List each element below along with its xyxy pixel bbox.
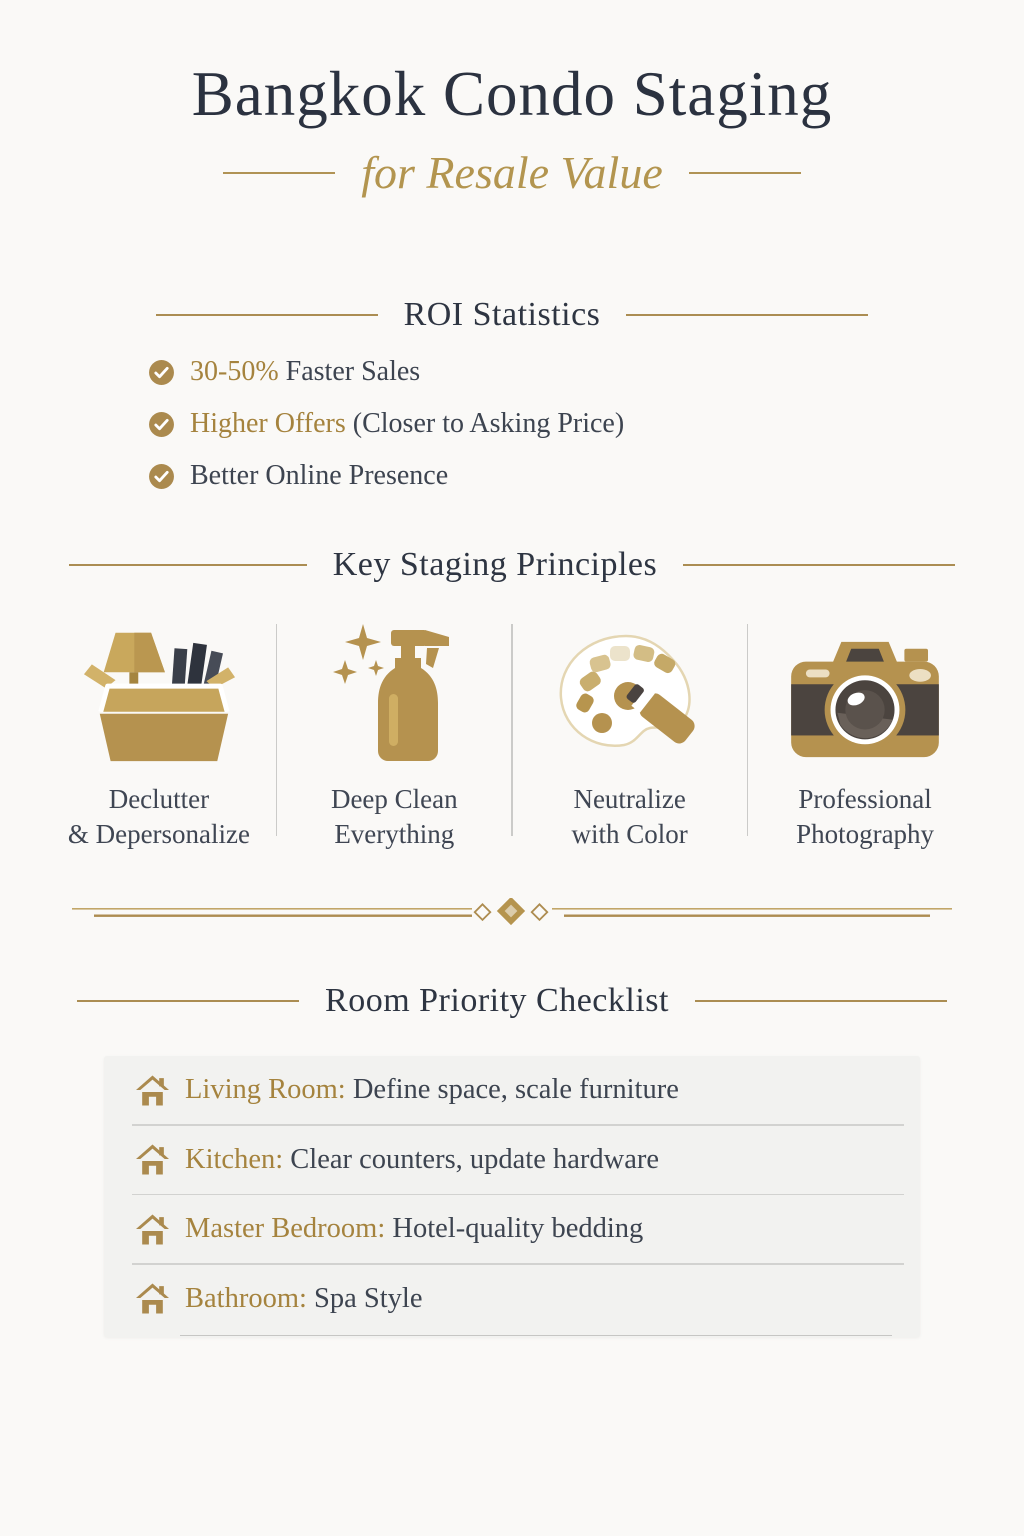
page-subtitle-row — [0, 146, 1024, 199]
principles-heading-row — [0, 546, 1024, 584]
checkmark-icon — [148, 411, 175, 438]
camera-icon — [786, 612, 944, 764]
roi-stat-list — [148, 358, 624, 514]
principle-declutter — [42, 612, 276, 852]
checklist-heading-row — [0, 982, 1024, 1020]
checkmark-icon — [148, 359, 175, 386]
checklist-item-text: Bathroom: Spa Style — [185, 1282, 423, 1314]
checklist-section-heading: Room Priority Checklist — [325, 982, 669, 1019]
checklist-item-kitchen — [104, 1126, 920, 1194]
principles-left-rule — [69, 564, 307, 566]
checklist-item-bathroom — [104, 1265, 920, 1333]
roi-stat-text: 30-50% Faster Sales — [190, 356, 421, 387]
checklist-item-text: Master Bedroom: Hotel-quality bedding — [185, 1213, 644, 1244]
roi-stat-text: Higher Offers (Closer to Asking Price) — [190, 408, 625, 439]
principle-neutralize — [513, 612, 747, 852]
roi-stat-item — [148, 410, 624, 438]
roi-stat-item — [148, 462, 624, 490]
checklist-item-text: Kitchen: Clear counters, update hardware — [185, 1143, 660, 1175]
principle-label: Professional Photography — [796, 784, 935, 850]
principle-label: Declutter & Depersonalize — [67, 784, 251, 850]
principle-deep-clean — [277, 612, 511, 852]
principles-right-rule — [683, 564, 955, 566]
panel-bottom-rule — [180, 1335, 892, 1337]
roi-heading-row — [0, 296, 1024, 334]
house-icon — [136, 1214, 169, 1245]
checklist-left-rule — [77, 1000, 299, 1002]
declutter-box-icon — [80, 612, 238, 764]
checklist-right-rule — [695, 1000, 947, 1002]
principle-photography — [748, 612, 982, 852]
subtitle-right-rule — [689, 172, 801, 174]
roi-left-rule — [156, 314, 378, 316]
ornamental-divider — [72, 898, 952, 935]
room-checklist-panel — [104, 1056, 920, 1337]
page-subtitle: for Resale Value — [361, 147, 663, 198]
roi-stat-text: Better Online Presence — [190, 460, 449, 491]
subtitle-left-rule — [223, 172, 335, 174]
spray-bottle-icon — [328, 612, 460, 764]
roi-section-heading: ROI Statistics — [403, 296, 601, 333]
principle-label: Deep Clean Everything — [330, 784, 458, 850]
principles-section-heading: Key Staging Principles — [332, 546, 658, 583]
roi-right-rule — [626, 314, 868, 316]
house-icon — [136, 1144, 169, 1175]
principles-grid — [42, 612, 982, 852]
page-title: Bangkok Condo Staging — [191, 59, 833, 129]
checklist-item-master-bedroom — [104, 1195, 920, 1263]
house-icon — [136, 1283, 169, 1314]
house-icon — [136, 1075, 169, 1106]
checkmark-icon — [148, 463, 175, 490]
paint-palette-icon — [552, 612, 708, 764]
checklist-item-living-room — [104, 1056, 920, 1124]
checklist-item-text: Living Room: Define space, scale furniture — [185, 1074, 679, 1105]
principle-label: Neutralize with Color — [571, 784, 688, 850]
roi-stat-item — [148, 358, 624, 386]
